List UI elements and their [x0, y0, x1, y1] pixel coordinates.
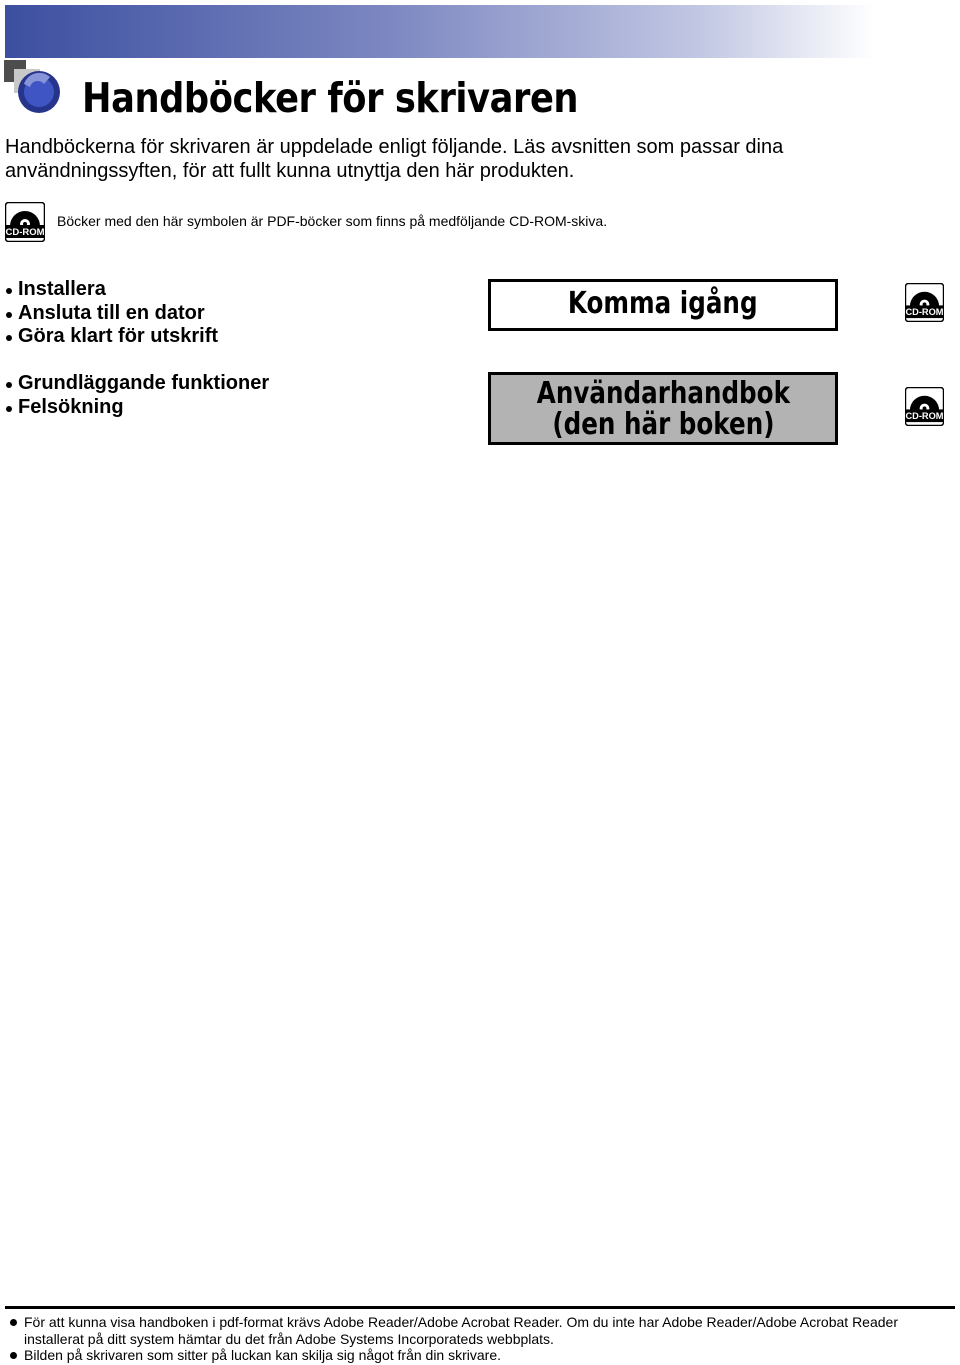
footer-note: För att kunna visa handboken i pdf-format krävs Adobe Reader/Adobe Acrobat Reader. Om du inte har Adobe Reader/Adobe Acrobat Reader installerat på ditt system hämtar du det från Adobe Systems Incorporateds webbplats.	[5, 1314, 955, 1347]
manual-title-line2: (den här boken)	[551, 407, 775, 442]
footer-note: Bilden på skrivaren som sitter på luckan kan skilja sig något från din skrivare.	[5, 1347, 955, 1364]
topic-item: Göra klart för utskrift	[5, 325, 218, 349]
manual-user-guide[interactable]	[488, 372, 838, 445]
topic-item: Grundläggande funktioner	[5, 372, 269, 396]
page-title: Handböcker för skrivaren	[82, 74, 579, 122]
cd-rom-icon	[905, 283, 944, 322]
topic-list-user-guide	[5, 372, 269, 419]
cd-rom-icon	[905, 387, 944, 426]
manual-getting-started[interactable]	[488, 279, 838, 331]
cd-rom-note: Böcker med den här symbolen är PDF-böcker som finns på medföljande CD-ROM-skiva.	[57, 213, 608, 229]
topic-item: Installera	[5, 278, 218, 302]
intro-paragraph: Handböckerna för skrivaren är uppdelade enligt följande. Läs avsnitten som passar dina användningssyften, för att fullt kunna utnyttja den här produkten.	[5, 136, 784, 182]
section-logo-icon	[4, 60, 64, 116]
footer-notes	[5, 1314, 955, 1364]
cd-rom-icon-label: CD-ROM	[5, 227, 45, 238]
manual-title-line1: Användarhandbok	[536, 376, 790, 411]
cd-rom-icon-label: CD-ROM	[905, 307, 944, 318]
cd-rom-icon	[5, 202, 45, 242]
topic-item: Felsökning	[5, 396, 269, 420]
topic-item: Ansluta till en dator	[5, 302, 218, 326]
cd-rom-icon-label: CD-ROM	[905, 411, 944, 422]
topic-list-getting-started	[5, 278, 218, 349]
manual-title: Komma igång	[568, 286, 758, 321]
header-banner	[5, 5, 875, 58]
footer-divider	[5, 1306, 955, 1309]
